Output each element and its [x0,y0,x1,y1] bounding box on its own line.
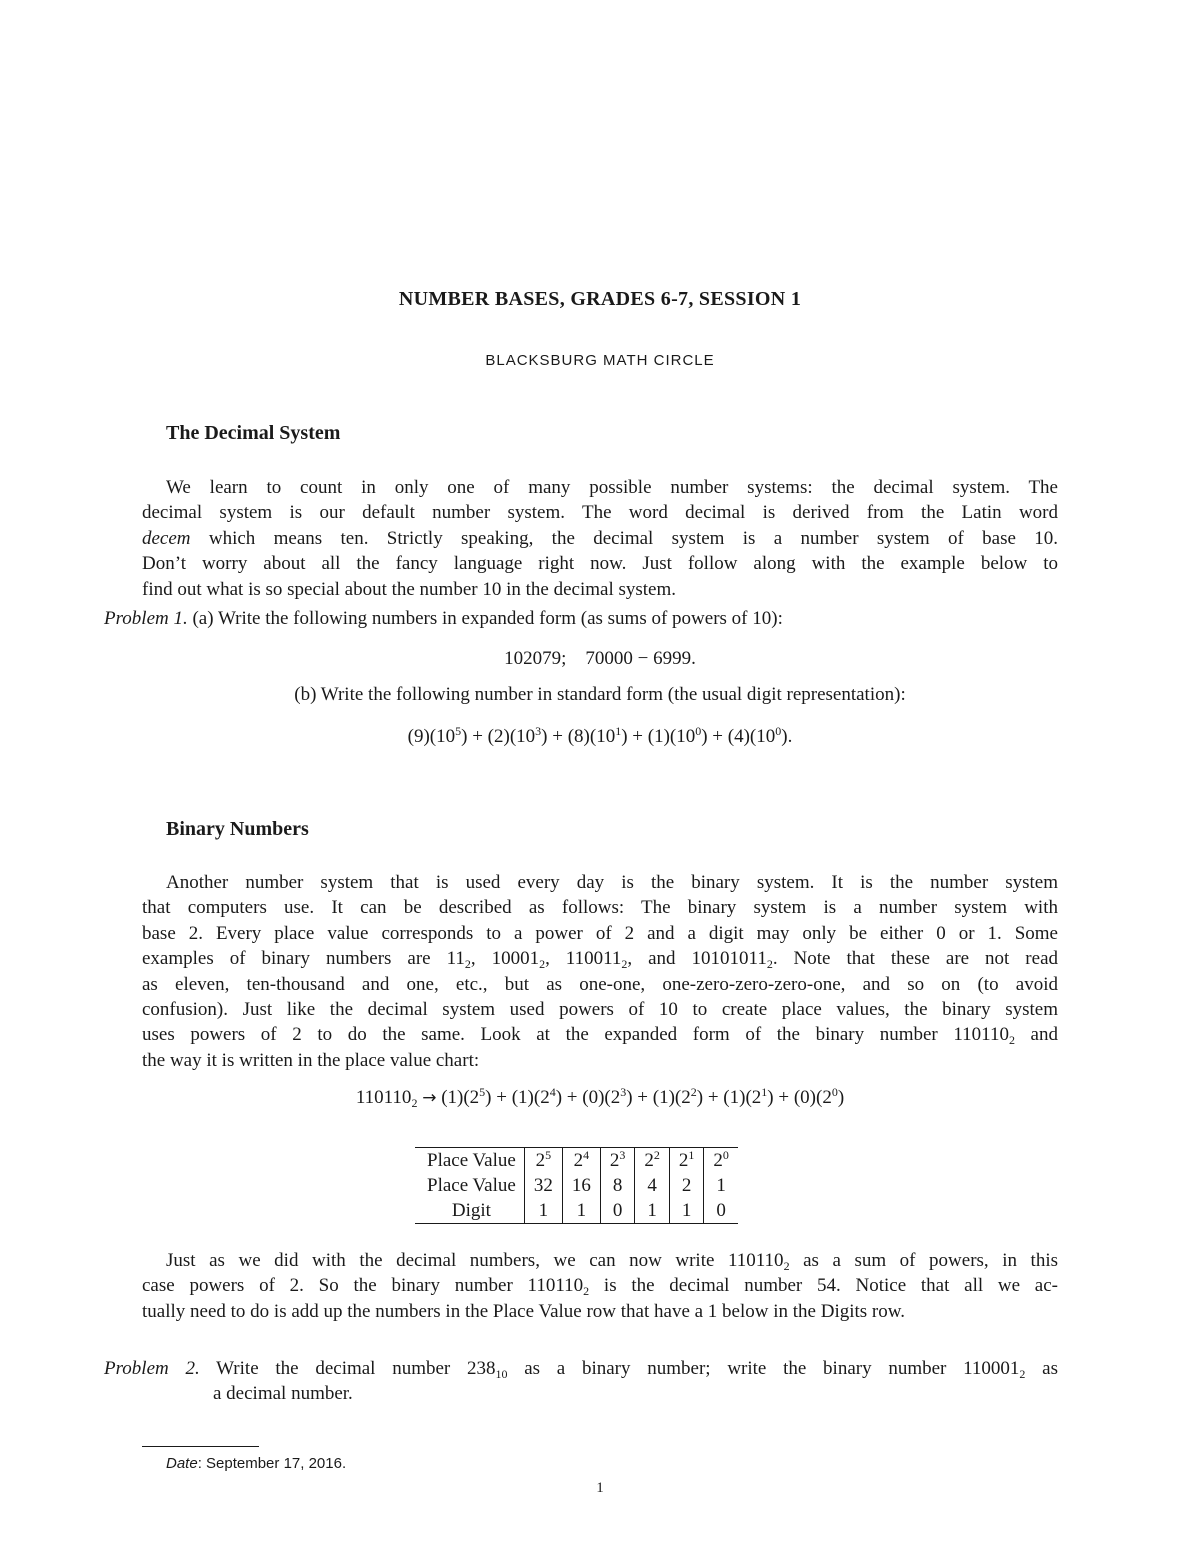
paragraph-line: Another number system that is used every day is the binary system. It is the number system [166,872,1058,893]
problem-1-part-a: Problem 1. (a) Write the following numbers in expanded form (as sums of powers of 10): [104,608,783,629]
paragraph-line: a decimal number. [213,1383,353,1405]
table-cell: 16 [562,1173,600,1198]
table-cell: $2^5$ [524,1148,562,1174]
section-heading-decimal: The Decimal System [166,422,341,444]
expansion-term: (1)(2 [436,1087,480,1108]
decimal-paragraph [142,475,1058,602]
table-cell: 1 [524,1198,562,1224]
right-arrow-icon: → [422,1088,437,1108]
place-value-table [415,1147,738,1224]
paragraph-line: case powers of 2. So the binary number $110110_2$ is the decimal number 54. Notice that all we ac- [142,1275,1059,1299]
problem-1-expression: $(9)(10^5) + (2)(10^3) + (8)(10^1) + (1)(10^0) + (4)(10^0)$. [407,724,793,747]
paragraph-line: find out what is so special about the number 10 in the decimal system. [142,578,677,600]
table-cell: $2^4$ [562,1148,600,1174]
problem-label: Problem 2. [104,1358,200,1379]
paragraph-line: tually need to do is add up the numbers in the Place Value row that have a 1 below in the Digits row. [142,1300,905,1322]
problem-2 [104,1356,1058,1407]
author-line: BLACKSBURG MATH CIRCLE [485,352,715,369]
table-cell: 2 [669,1173,704,1198]
table-cell: Place Value [427,1175,516,1196]
paragraph-line: as eleven, ten-thousand and one, etc., but as one-one, one-zero-zero-zero-one, and so on (to avoid [142,973,1058,995]
paragraph-line: Problem 2. Write the decimal number $238_{10}$ as a binary number; write the binary number $110001_2$ as [104,1358,1058,1381]
footnote-rule [142,1446,259,1447]
paragraph-line: the way it is written in the place value chart: [142,1049,480,1071]
paragraph-line: decimal system is our default number system. The word decimal is derived from the Latin word [142,502,1058,524]
table-row [415,1148,738,1174]
paragraph-line: Just as we did with the decimal numbers, we can now write $110110_2$ as a sum of powers, in this [166,1250,1058,1273]
expansion-term: ) + (1)(2 [696,1087,762,1108]
table-cell: $2^1$ [669,1148,704,1174]
table-cell: 1 [704,1173,738,1198]
table-cell: 32 [524,1173,562,1198]
table-cell: Place Value [427,1150,516,1171]
paragraph-line: confusion). Just like the decimal system used powers of 10 to create place values, the binary system [142,999,1058,1021]
table-cell: $2^0$ [704,1148,738,1174]
table-cell: $2^3$ [600,1148,635,1174]
table-row [415,1173,738,1198]
paragraph-line: that computers use. It can be described as follows: The binary system is a number system with [142,897,1058,919]
problem-1-part-b: (b) Write the following number in standard form (the usual digit representation): [294,684,906,705]
table-cell: $2^2$ [635,1148,670,1174]
binary-paragraph [142,870,1058,1073]
section-heading-binary: Binary Numbers [166,818,309,840]
binary-expansion-equation: $110110_2 \to (1)(2^5) + (1)(2^4) + (0)(2^3) + (1)(2^2) + (1)(2^1) + (0)(2^0)$ [355,1085,845,1110]
paragraph-line: examples of binary numbers are $11_2$, $10001_2$, $110011_2$, and $10101011_2$. Note that these are not read [142,948,1059,972]
latin-word: decem [142,527,191,549]
table-cell: 8 [600,1173,635,1198]
paragraph-line: uses powers of 2 to do the same. Look at the expanded form of the binary number $110110_2$ and [142,1024,1058,1048]
table-cell: 1 [669,1198,704,1224]
binary-summary-paragraph [142,1248,1058,1324]
paragraph-line: decem which means ten. Strictly speaking, the decimal system is a number system of base 10. [142,527,1058,549]
expansion-term: ) + (1)(2 [485,1087,550,1108]
table-cell: 0 [704,1198,738,1224]
footnote-date: Date: September 17, 2016. [166,1455,347,1472]
paragraph-line: base 2. Every place value corresponds to a power of 2 and a digit may only be either 0 or 1. Some [142,922,1058,944]
table-cell: 4 [635,1173,670,1198]
table-cell: Digit [451,1200,491,1221]
table-row [415,1198,738,1224]
table-cell: 1 [635,1198,670,1224]
expansion-term: ) + (0)(2 [767,1087,832,1108]
page-number: 1 [596,1480,604,1496]
paragraph-line: Don’t worry about all the fancy language right now. Just follow along with the example below to [142,553,1058,575]
table-cell: 1 [562,1198,600,1224]
paragraph-line: We learn to count in only one of many possible number systems: the decimal system. The [166,477,1058,498]
problem-1-numbers: 102079; 70000 − 6999. [504,648,696,669]
expansion-term: ) + (1)(2 [626,1087,691,1108]
table-cell: 0 [600,1198,635,1224]
problem-label: Problem 1. [104,608,188,629]
paper-title: NUMBER BASES, GRADES 6-7, SESSION 1 [398,288,802,310]
expansion-term: ) + (0)(2 [555,1087,621,1108]
